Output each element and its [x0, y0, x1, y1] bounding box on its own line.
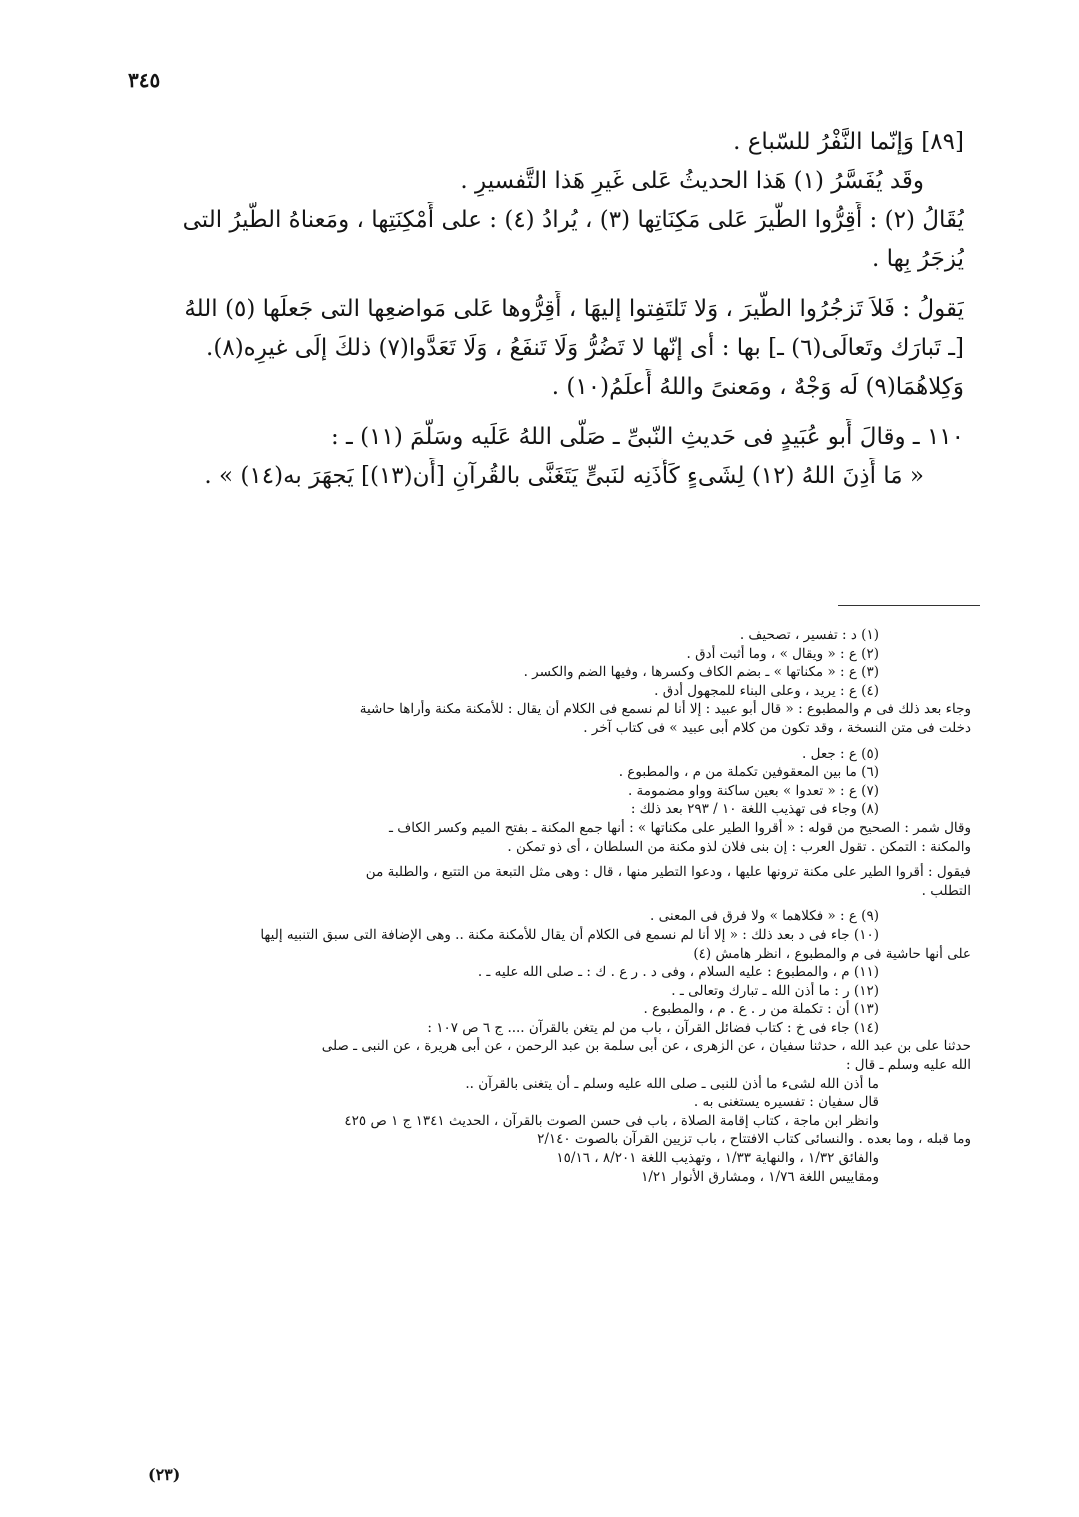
- footnote-line: (٢) ع : « ويقال » ، وما أثبت أدق .: [686, 645, 879, 662]
- footnote-line: فيقول : أقروا الطير على مكنة ترونها عليها ، ودعوا التطير منها ، قال : وهى مثل التبعة من التتبع ، والطلبة من: [365, 864, 971, 881]
- footnote-line: قال سفيان : تفسيره يستغنى به .: [693, 1094, 879, 1111]
- footnote-line: والفائق ١/٣٢ ، والنهاية ١/٣٣ ، وتهذيب اللغة ٨/٢٠١ ، ١٥/١٦: [556, 1150, 879, 1167]
- footnote-line: (٣) ع : « مكناتها » ـ بضم الكاف وكسرها ، وفيها الضم والكسر .: [523, 664, 879, 681]
- footnote-line: (٦) ما بين المعقوفين تكملة من م ، والمطبوع .: [618, 764, 879, 781]
- footnote-line: (١١) م ، والمطبوع : عليه السلام ، وفى د . ر ع . ك : ـ صلى الله عليه ـ .: [477, 964, 879, 981]
- footnote-line: (١٠) جاء فى د بعد ذلك : « إلا أنا لم نسمع فى الكلام أن يقال للأمكنة مكنة .. وهى الإضافة التى سبق التنبيه إليها: [260, 926, 879, 943]
- main-line: وَكِلاهُمَا(٩) لَه وَجْهٌ ، ومَعنىً واللهُ أَعلَمُ(١٠) .: [551, 374, 964, 400]
- main-line: يُزجَرُ بِها .: [872, 246, 964, 272]
- main-line: [٨٩] وَإنّما النَّفْرُ للسّباع .: [733, 129, 964, 155]
- footnote-line: ما أذن الله لشىء ما أذن للنبى ـ صلى الله عليه وسلم ـ أن يتغنى بالقرآن ..: [465, 1075, 879, 1092]
- footnote-line: وجاء بعد ذلك فى م والمطبوع : « قال أبو عبيد : إلا أنا لم نسمع فى الكلام أن يقال : للأمكنة مكنة وأراها حاشية: [359, 701, 971, 718]
- footnote-line: (٩) ع : « فكلاهما » ولا فرق فى المعنى .: [650, 908, 879, 925]
- main-line: ١١٠ ـ وقالَ أَبو عُبَيدٍ فى حَديثِ النّبىِّ ـ صَلَّى اللهُ عَلَيه وسَلَّمَ (١١) ـ :: [331, 424, 964, 450]
- footnotes: [125, 626, 971, 1186]
- main-text: [110, 124, 964, 497]
- main-line: « مَا أَذِنَ اللهُ (١٢) لِشَىءٍ كَأَذَنِه لنَبىٍّ يَتَغَنَّى بالقُرآنِ [أَن(١٣)] يَجهَرَ به(١٤) » .: [204, 463, 924, 489]
- footnote-divider: [838, 605, 980, 606]
- footnote-line: وما قبله ، وما بعده . والنسائى كتاب الافتتاح ، باب تزيين القرآن بالصوت ٢/١٤٠: [537, 1131, 971, 1148]
- footnote-line: (١) د : تفسير ، تصحيف .: [739, 627, 879, 643]
- footnote-line: (٨) وجاء فى تهذيب اللغة ١٠ / ٢٩٣ بعد ذلك :: [630, 801, 879, 818]
- main-line: يَقولُ : فَلاَ تَزجُرُوا الطَّيرَ ، وَلا تَلتَفِتوا إليهَا ، أَقِرُّوها عَلى مَواضعِها التى جَعلَها (٥) اللهُ: [184, 296, 964, 322]
- footnote-line: حدثنا على بن عبد الله ، حدثنا سفيان ، عن الزهرى ، عن أبى سلمة بن عبد الرحمن ، عن أبى هريرة ، عن النبى ـ صلى: [321, 1038, 971, 1055]
- footnote-line: دخلت فى متن النسخة ، وقد تكون من كلام أبى عبيد » فى كتاب آخر .: [583, 719, 971, 736]
- footnote-line: (٥) ع : جعل .: [802, 745, 879, 762]
- main-line: وقَد يُفَسَّرُ (١) هَذا الحديثُ عَلى غَيرِ هَذا التَّفسيرِ .: [460, 168, 924, 194]
- footnote-line: (١٤) جاء فى خ : كتاب فضائل القرآن ، باب من لم يتغن بالقرآن .... ج ٦ ص ١٠٧ :: [427, 1019, 879, 1036]
- footnote-line: (١٢) ر : ما أذن الله ـ تبارك وتعالى ـ .: [671, 982, 879, 999]
- footnote-line: (١٣) أن : تكملة من ر . ع . م ، والمطبوع .: [643, 1001, 879, 1018]
- page-number-bottom: (٢٣): [148, 1465, 181, 1484]
- page-number-top: ٣٤٥: [128, 68, 161, 92]
- footnote-line: على أنها حاشية فى م والمطبوع ، انظر هامش (٤): [693, 945, 971, 962]
- footnote-line: وقال شمر : الصحيح من قوله : « أقروا الطير على مكناتها » : أنها جمع المكنة ـ بفتح الميم وكسر الكاف ـ: [388, 819, 971, 836]
- footnote-line: والمكنة : التمكن . تقول العرب : إن بنى فلان لذو مكنة من السلطان ، أى ذو تمكن .: [507, 838, 971, 855]
- footnote-line: وانظر ابن ماجة ، كتاب إقامة الصلاة ، باب فى حسن الصوت بالقرآن ، الحديث ١٣٤١ ج ١ ص ٤٢٥: [344, 1112, 879, 1129]
- footnote-line: (٧) ع : « تعدوا » بعين ساكنة وواو مضمومة .: [627, 782, 879, 799]
- footnote-line: التطلب .: [921, 882, 971, 899]
- main-line: [ـ تَبارَك وتَعالَى(٦) ـ] بها : أى إنّها لا تَضُرُّ وَلَا تَنفَعُ ، وَلَا تَعَدَّوا(٧) ذلكَ إلَى غيرِه(٨).: [206, 335, 964, 361]
- main-line: يُقَالُ (٢) : أَقِرُّوا الطَّيرَ عَلى مَكِنَاتِها (٣) ، يُرادُ (٤) : على أَمْكِنَتِها ، ومَعناهُ الطَّيرُ التى: [182, 207, 964, 233]
- footnote-line: الله عليه وسلم ـ قال :: [845, 1057, 971, 1074]
- footnote-line: (٤) ع : يريد ، وعلى البناء للمجهول أدق .: [654, 682, 879, 699]
- footnote-line: ومقاييس اللغة ١/٧٦ ، ومشارق الأنوار ١/٢١: [641, 1168, 879, 1185]
